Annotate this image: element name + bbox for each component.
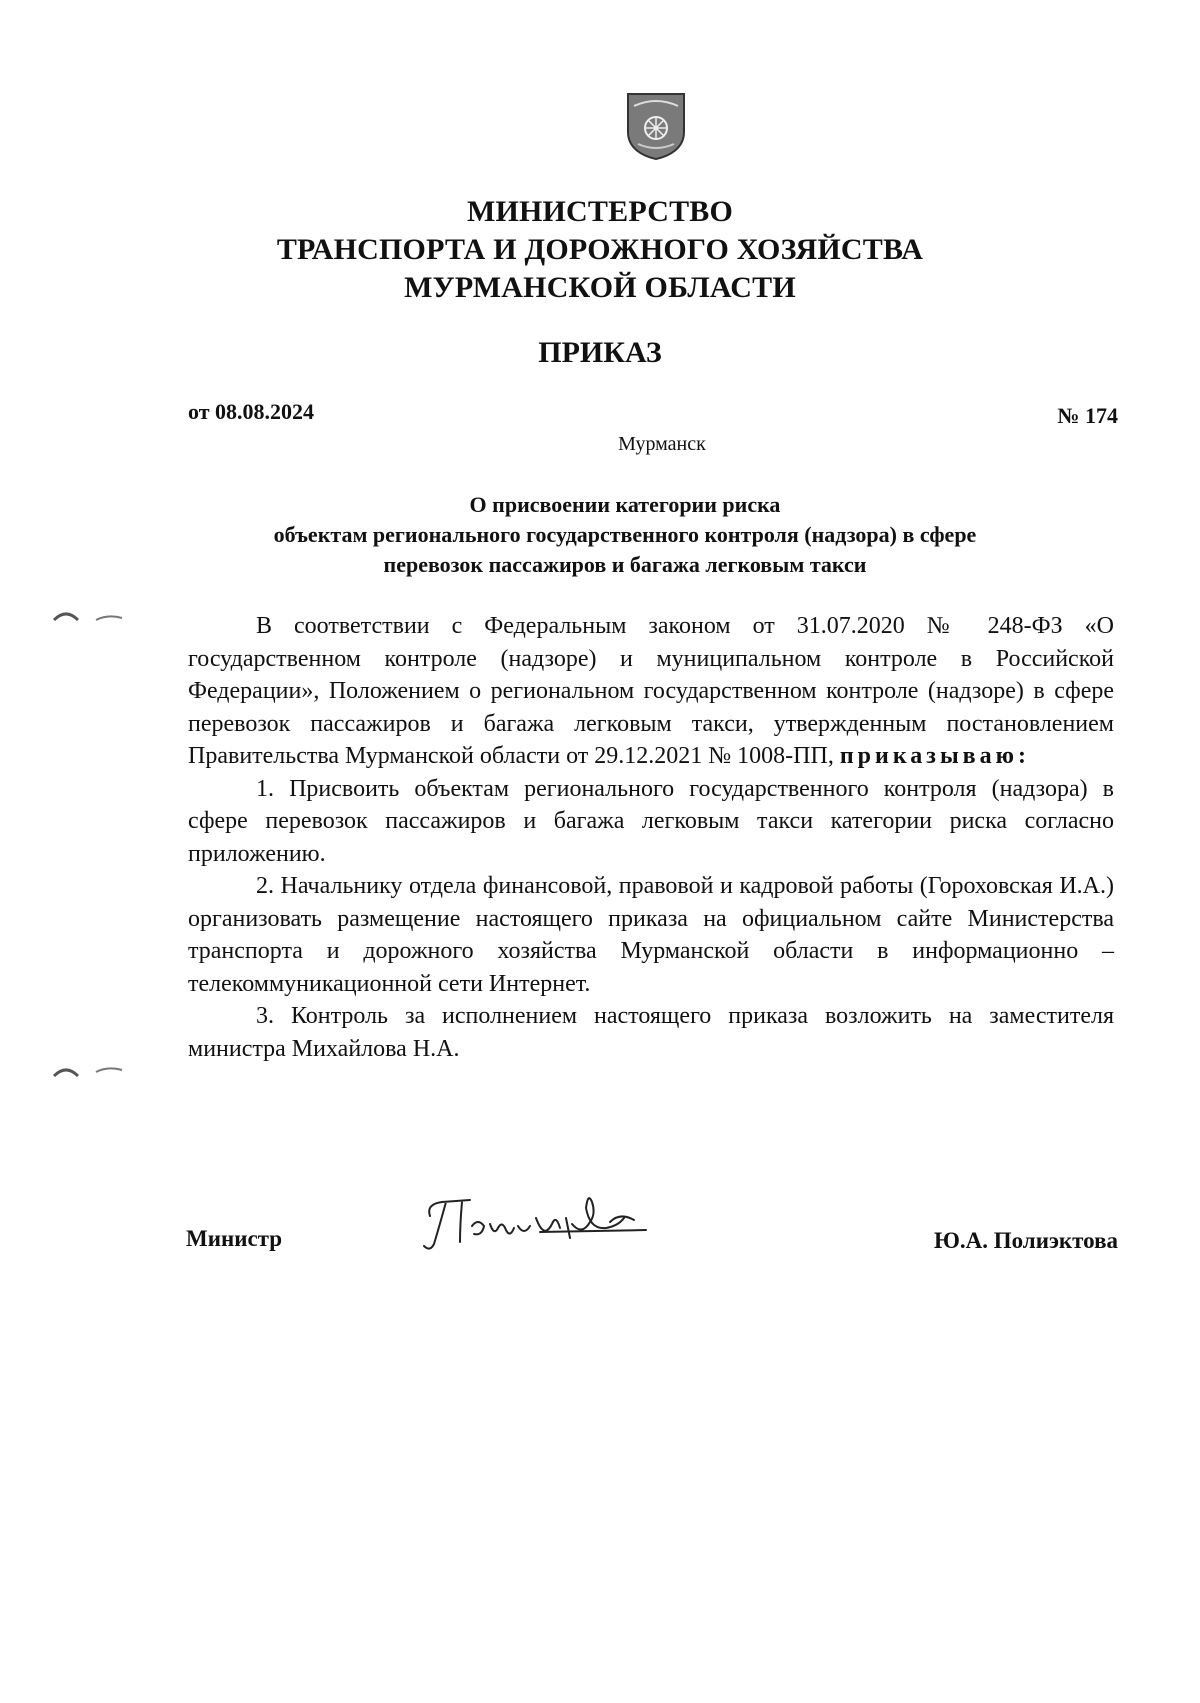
preamble-paragraph <box>188 610 1114 773</box>
order-word: приказываю: <box>839 743 1030 769</box>
order-city: Мурманск <box>618 433 706 455</box>
order-number: № 174 <box>1057 403 1118 428</box>
subject-line-2: объектам регионального государственного контроля (надзора) в сфере <box>273 522 977 547</box>
document-type: ПРИКАЗ <box>538 336 662 369</box>
preamble-text: В соответствии с Федеральным законом от 31.07.2020 № 248-ФЗ «О государственном контроле (надзоре) и муниципальном контроле в Российской Федерации», Положением о региональном государственном контроле (надзоре) в сфере перевозок пассажиров и багажа легковым такси, утвержденным постановлением Правительства Мурманской области от 29.12.2021 № 1008-ПП, <box>188 613 1114 769</box>
handwritten-signature <box>420 1178 650 1258</box>
order-date: от 08.08.2024 <box>188 399 315 424</box>
subject-line-1: О присвоении категории риска <box>469 492 781 517</box>
coat-of-arms-icon <box>626 92 686 160</box>
order-subject <box>150 490 1100 580</box>
ministry-line-2: ТРАНСПОРТА И ДОРОЖНОГО ХОЗЯЙСТВА <box>276 233 924 266</box>
ministry-heading <box>0 193 1200 307</box>
punch-mark-icon <box>50 1060 130 1084</box>
signatory-name: Ю.А. Полиэктова <box>933 1228 1118 1253</box>
order-body <box>188 610 1114 1065</box>
item-2-paragraph: 2. Начальнику отдела финансовой, правовой и кадровой работы (Гороховская И.А.) организовать размещение настоящего приказа на официальном сайте Министерства транспорта и дорожного хозяйства Мурманской области в информационно – телекоммуникационной сети Интернет. <box>188 873 1114 997</box>
punch-mark-icon <box>50 606 130 630</box>
item-3-paragraph: 3. Контроль за исполнением настоящего приказа возложить на заместителя министра Михайлова Н.А. <box>188 1003 1114 1062</box>
ministry-line-1: МИНИСТЕРСТВО <box>466 195 734 228</box>
signatory-role: Министр <box>186 1226 283 1251</box>
item-1-paragraph: 1. Присвоить объектам регионального государственного контроля (надзора) в сфере перевозок пассажиров и багажа легковым такси категории риска согласно приложению. <box>188 775 1114 867</box>
ministry-line-3: МУРМАНСКОЙ ОБЛАСТИ <box>404 271 796 304</box>
subject-line-3: перевозок пассажиров и багажа легковым такси <box>383 552 867 577</box>
